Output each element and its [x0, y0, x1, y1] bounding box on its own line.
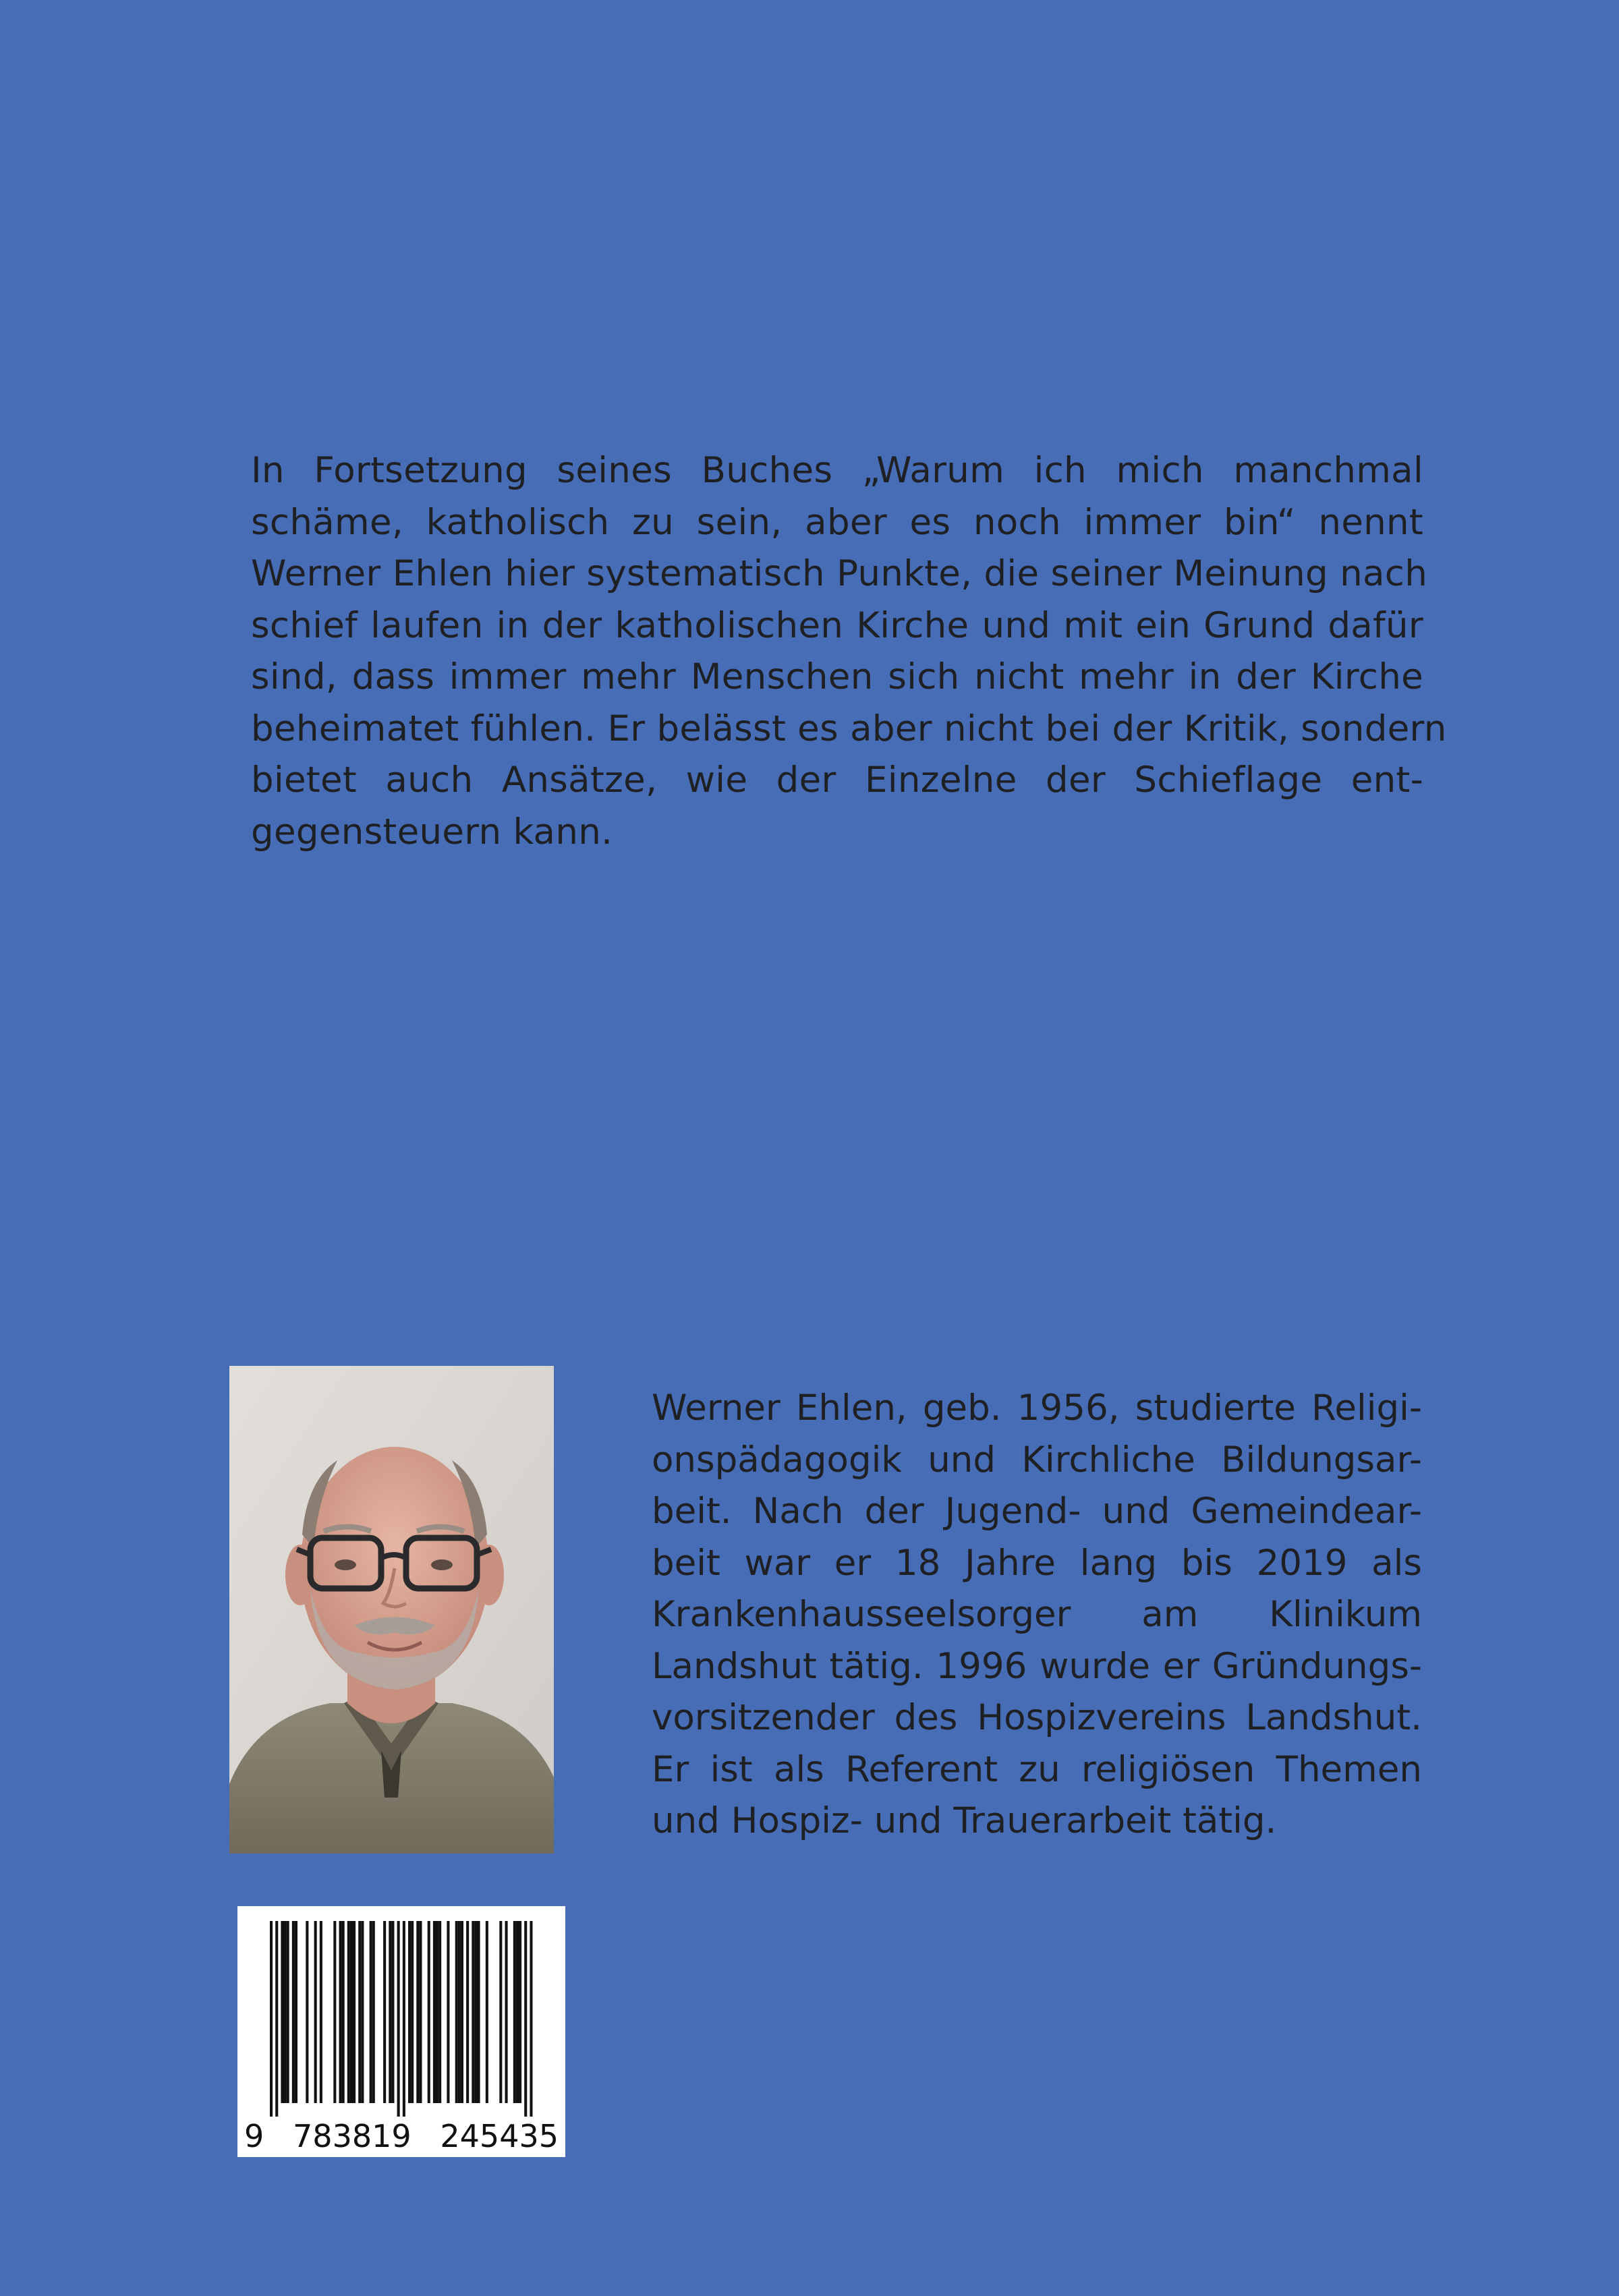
barcode-bar	[403, 1921, 405, 2117]
barcode-bar	[411, 1921, 414, 2103]
barcode-bar	[416, 1921, 419, 2103]
barcode-bar	[333, 1921, 336, 2103]
barcode-bar	[295, 1921, 297, 2103]
author-bio	[652, 1383, 1422, 1847]
barcode-bar	[516, 1921, 519, 2103]
blurb-line: Werner Ehlen hier systematisch Punkte, die seiner Meinung nach	[251, 553, 1428, 594]
blurb-line: bietet auch Ansätze, wie der Einzelne der Schieflage ent-	[251, 759, 1423, 801]
barcode-bar	[397, 1921, 400, 2117]
barcode-bar	[419, 1921, 422, 2103]
isbn-barcode	[237, 1906, 565, 2157]
barcode-bar	[433, 1921, 436, 2103]
barcode-bar	[342, 1921, 345, 2103]
barcode-bar	[478, 1921, 480, 2103]
barcode-bar	[358, 1921, 361, 2103]
barcode-bar	[438, 1921, 441, 2103]
barcode-bar	[530, 1921, 532, 2117]
barcode-bar	[350, 1921, 353, 2103]
bio-line: und Hospiz- und Trauerarbeit tätig.	[652, 1800, 1277, 1841]
barcode-bar	[486, 1921, 488, 2103]
barcode-bar	[447, 1921, 449, 2103]
barcode-bar	[436, 1921, 438, 2103]
barcode-bar	[461, 1921, 463, 2103]
barcode-bar	[505, 1921, 508, 2103]
barcode-bar	[347, 1921, 350, 2103]
barcode-bar	[474, 1921, 477, 2103]
barcode-bar	[353, 1921, 356, 2103]
barcode-bar	[361, 1921, 364, 2103]
author-photo	[229, 1366, 554, 1854]
barcode-bar	[339, 1921, 342, 2103]
barcode-bar	[370, 1921, 372, 2103]
barcode-bar	[524, 1921, 527, 2117]
barcode-bar	[281, 1921, 283, 2103]
bio-line: beit war er 18 Jahre lang bis 2019 als	[652, 1542, 1422, 1584]
isbn-prefix-digit: 9	[244, 2118, 264, 2154]
book-blurb	[251, 445, 1447, 858]
barcode-bar	[320, 1921, 322, 2103]
barcode-bar	[408, 1921, 411, 2103]
barcode-bar	[292, 1921, 295, 2103]
bio-line: Landshut tätig. 1996 wurde er Gründungs-	[652, 1645, 1422, 1687]
isbn-right-group: 245435	[440, 2118, 559, 2154]
barcode-bar	[287, 1921, 289, 2103]
bio-line: onspädagogik und Kirchliche Bildungsar-	[652, 1439, 1422, 1481]
barcode-bar	[275, 1921, 278, 2117]
barcode-bar	[466, 1921, 469, 2103]
isbn-number	[237, 2118, 565, 2154]
isbn-left-group: 783819	[293, 2118, 411, 2154]
blurb-line: schäme, katholisch zu sein, aber es noch immer bin“ nennt	[251, 501, 1423, 543]
barcode-bar	[428, 1921, 430, 2103]
barcode-bar	[270, 1921, 273, 2117]
barcode-bar	[391, 1921, 394, 2103]
bio-line: Krankenhausseelsorger am Klinikum	[652, 1594, 1422, 1635]
bio-line: vorsitzender des Hospizvereins Landshut.	[652, 1697, 1422, 1738]
blurb-line: gegensteuern kann.	[251, 811, 613, 853]
barcode-bar	[455, 1921, 458, 2103]
blurb-line: In Fortsetzung seines Buches „Warum ich mich manchmal	[251, 450, 1423, 491]
blurb-line: beheimatet fühlen. Er belässt es aber nicht bei der Kritik, sondern	[251, 708, 1447, 749]
barcode-bar	[499, 1921, 502, 2103]
bio-line: Werner Ehlen, geb. 1956, studierte Religi-	[652, 1387, 1422, 1429]
barcode-bar	[383, 1921, 386, 2103]
barcode-bar	[284, 1921, 287, 2103]
bio-line: beit. Nach der Jugend- und Gemeindear-	[652, 1491, 1422, 1532]
bio-line: Er ist als Referent zu religiösen Themen	[652, 1748, 1422, 1790]
barcode-bar	[472, 1921, 474, 2103]
blurb-line: sind, dass immer mehr Menschen sich nicht mehr in der Kirche	[251, 656, 1423, 697]
barcode-bar	[513, 1921, 516, 2103]
barcode-bar	[314, 1921, 317, 2103]
barcode-bar	[372, 1921, 375, 2103]
blurb-line: schief laufen in der katholischen Kirche und mit ein Grund dafür	[251, 604, 1423, 646]
barcode-bar	[458, 1921, 461, 2103]
barcode-bar	[519, 1921, 521, 2103]
barcode-bar	[389, 1921, 391, 2103]
barcode-bar	[306, 1921, 308, 2103]
